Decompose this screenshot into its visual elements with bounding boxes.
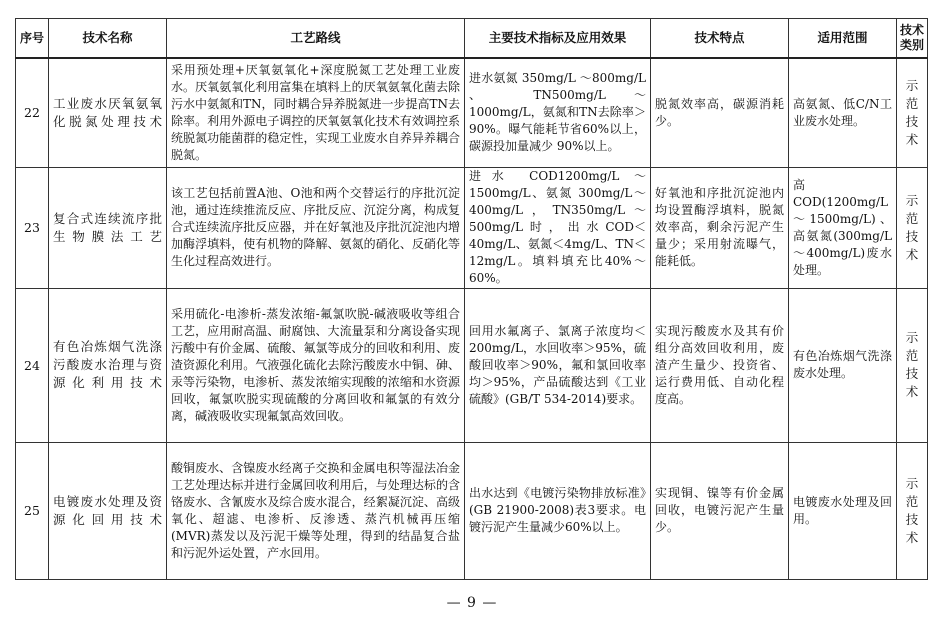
tech-category: 示范技术 <box>897 58 928 167</box>
tech-feature: 实现污酸废水及其有价组分高效回收利用，废渣产生量少、投资省、运行费用低、自动化程度高。 <box>651 288 789 442</box>
table-row <box>16 167 928 288</box>
applicable-scope: 电镀废水处理及回用。 <box>789 442 897 579</box>
applicable-scope: 高氨氮、低C/N工业废水处理。 <box>789 58 897 167</box>
col-header-feature: 技术特点 <box>651 19 789 59</box>
process-route: 酸铜废水、含镍废水经离子交换和金属电积等湿法冶金工艺处理达标并进行金属回收利用后，与处理达标的含铬废水、含氰废水及综合废水混合，经絮凝沉淀、高级氧化、超滤、电渗析、反渗透、蒸汽机械再压缩(MVR)蒸发以及污泥干燥等处理，得到的结晶复合盐和污泥外运处置，产水回用。 <box>167 442 465 579</box>
tech-index: 出水达到《电镀污染物排放标准》(GB 21900-2008)表3要求。电镀污泥产生量减少60%以上。 <box>465 442 651 579</box>
tech-category: 示范技术 <box>897 442 928 579</box>
process-route: 采用预处理+厌氧氨氧化+深度脱氮工艺处理工业废水。厌氧氨氧化利用富集在填料上的厌氧氨氧化菌去除污水中氨氮和TN，同时耦合异养脱氮进一步提高TN去除率。利用外源电子调控的厌氧氨氧化技术有效调控系统脱氮功能菌群的稳定性，实现工业废水自养异养耦合脱氮。 <box>167 58 465 167</box>
technology-table <box>15 18 928 580</box>
process-route: 采用硫化-电渗析-蒸发浓缩-氟氯吹脱-碱液吸收等组合工艺，应用耐高温、耐腐蚀、大流量泵和分离设备实现污酸中有价金属、硫酸、氟氯等成分的回收和利用、废渣资源化利用。气液强化硫化去除污酸废水中铜、砷、汞等污染物，电渗析、蒸发浓缩实现酸的浓缩和水资源回收，氟氯吹脱实现硫酸的分离回收和氟氯的有效分离，碱液吸收实现氟氯高效回收。 <box>167 288 465 442</box>
col-header-name: 技术名称 <box>49 19 167 59</box>
tech-index: 回用水氟离子、氯离子浓度均＜200mg/L，水回收率＞95%，硫酸回收率＞90%，氟和氯回收率均＞95%，产品硫酸达到《工业硫酸》(GB/T 534-2014)要求。 <box>465 288 651 442</box>
tech-name: 有色冶炼烟气洗涤污酸废水治理与资源化利用技术 <box>49 288 167 442</box>
tech-name: 工业废水厌氧氨氧化脱氮处理技术 <box>49 58 167 167</box>
table-row <box>16 442 928 579</box>
col-header-index: 主要技术指标及应用效果 <box>465 19 651 59</box>
process-route: 该工艺包括前置A池、O池和两个交替运行的序批沉淀池，通过连续推流反应、序批反应、沉淀分离，构成复合式连续流序批反应器，并在好氧池及序批沉淀池内增加酶浮填料，使有机物的降解、氨氮的硝化、反硝化等生化过程高效进行。 <box>167 167 465 288</box>
row-number: 25 <box>16 442 49 579</box>
applicable-scope: 高COD(1200mg/L～1500mg/L)、高氨氮(300mg/L～400mg/L)废水处理。 <box>789 167 897 288</box>
tech-index: 进水 COD1200mg/L ～1500mg/L、氨氮 300mg/L～400mg/L，TN350mg/L～500mg/L时，出水COD＜40mg/L、氨氮＜4mg/L、TN＜12mg/L。填料填充比40%～60%。 <box>465 167 651 288</box>
tech-name: 复合式连续流序批生物膜法工艺 <box>49 167 167 288</box>
tech-index: 进水氨氮 350mg/L ～800mg/L 、 TN500mg/L ～1000mg/L，氨氮和TN去除率＞90%。曝气能耗节省60%以上，碳源投加量减少 90%以上。 <box>465 58 651 167</box>
header-row <box>16 19 928 59</box>
tech-feature: 脱氮效率高，碳源消耗少。 <box>651 58 789 167</box>
tech-category: 示范技术 <box>897 167 928 288</box>
col-header-seq: 序号 <box>16 19 49 59</box>
row-number: 22 <box>16 58 49 167</box>
row-number: 23 <box>16 167 49 288</box>
col-header-route: 工艺路线 <box>167 19 465 59</box>
tech-name: 电镀废水处理及资源化回用技术 <box>49 442 167 579</box>
tech-feature: 好氧池和序批沉淀池内均设置酶浮填料，脱氮效率高，剩余污泥产生量少；采用射流曝气，能耗低。 <box>651 167 789 288</box>
applicable-scope: 有色冶炼烟气洗涤废水处理。 <box>789 288 897 442</box>
tech-feature: 实现铜、镍等有价金属回收，电镀污泥产生量少。 <box>651 442 789 579</box>
table-row <box>16 288 928 442</box>
tech-category: 示范技术 <box>897 288 928 442</box>
table-row <box>16 58 928 167</box>
col-header-category: 技术类别 <box>897 19 928 59</box>
page-number: — 9 — <box>446 595 498 611</box>
row-number: 24 <box>16 288 49 442</box>
col-header-scope: 适用范围 <box>789 19 897 59</box>
